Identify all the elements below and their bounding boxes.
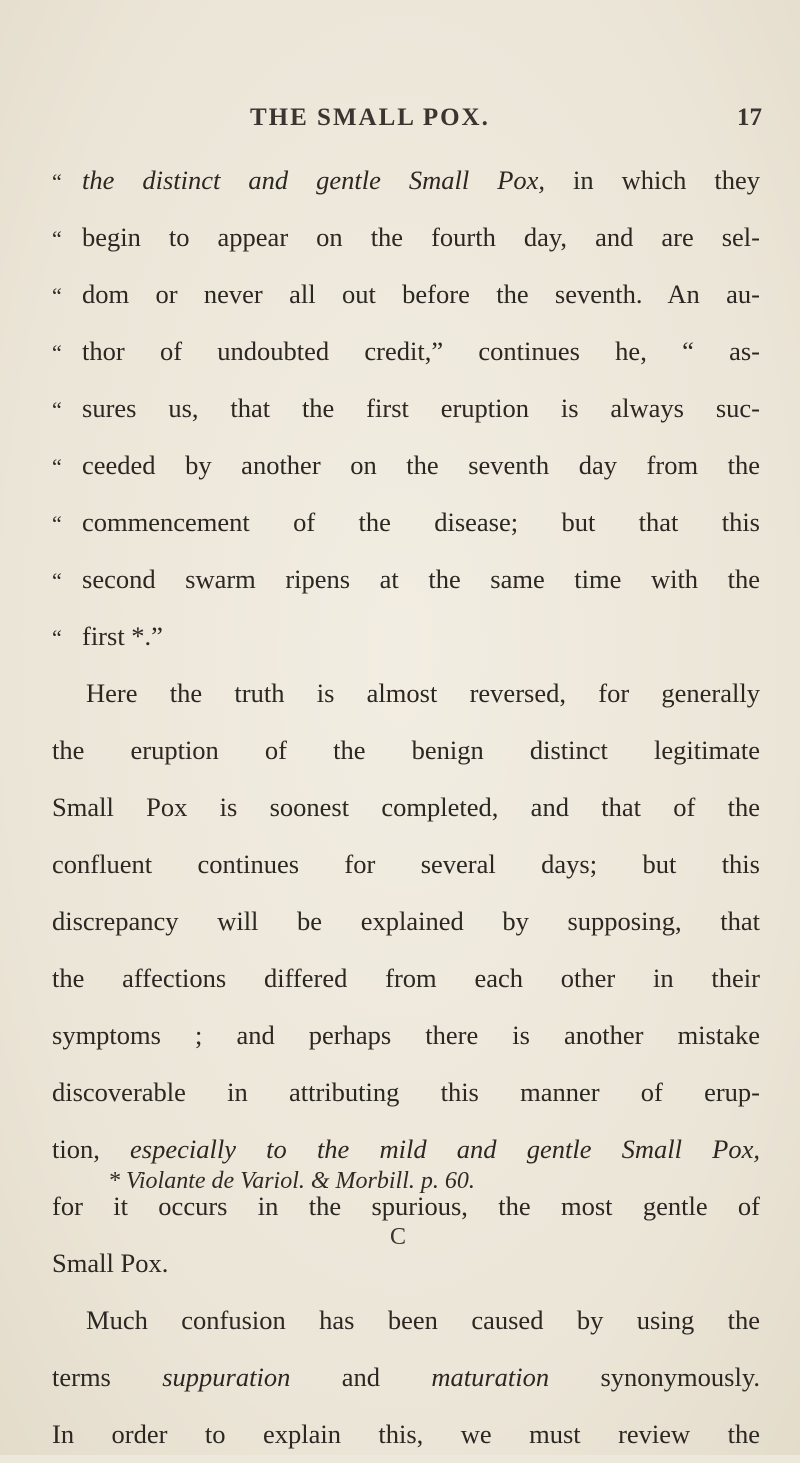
text-line [52, 323, 760, 380]
line-text: dom or never all out before the seventh. An au- [82, 279, 760, 309]
text-line [52, 779, 760, 836]
line-text: and [290, 1362, 432, 1392]
line-text: sures us, that the first eruption is always suc- [82, 393, 760, 423]
line-text: Here the truth is almost reversed, for generally [86, 678, 760, 708]
quote-mark: “ [52, 283, 62, 308]
quote-mark: “ [52, 226, 62, 251]
quote-mark: “ [52, 625, 62, 650]
line-text: the affections differed from each other in their [52, 963, 760, 993]
text-line [52, 551, 760, 608]
page-number: 17 [737, 104, 762, 131]
text-line [52, 437, 760, 494]
line-text: terms [52, 1362, 163, 1392]
text-line [52, 1007, 760, 1064]
line-text: confluent continues for several days; but this [52, 849, 760, 879]
quote-mark: “ [52, 511, 62, 536]
quote-mark: “ [52, 568, 62, 593]
signature-mark: C [390, 1224, 407, 1250]
text-line [52, 152, 760, 209]
line-text: Much confusion has been caused by using the [86, 1305, 760, 1335]
footnote: * Violante de Variol. & Morbill. p. 60. [108, 1168, 475, 1194]
line-text: the eruption of the benign distinct legitimate [52, 735, 760, 765]
italic-text: the distinct and gentle Small Pox, [82, 165, 546, 195]
text-line [52, 722, 760, 779]
page-header [0, 104, 800, 140]
line-text: second swarm ripens at the same time with the [82, 564, 760, 594]
line-text: Small Pox. [52, 1248, 169, 1278]
text-line [52, 1064, 760, 1121]
quote-mark: “ [52, 340, 62, 365]
line-text: discoverable in attributing this manner of erup- [52, 1077, 760, 1107]
text-line [52, 1292, 760, 1349]
line-text: begin to appear on the fourth day, and are sel- [82, 222, 760, 252]
line-text: discrepancy will be explained by supposing, that [52, 906, 760, 936]
line-text: synonymously. [549, 1362, 760, 1392]
line-text: thor of undoubted credit,” continues he, “ as- [82, 336, 760, 366]
text-line [52, 380, 760, 437]
line-text: for it occurs in the spurious, the most gentle of [52, 1191, 760, 1221]
quote-mark: “ [52, 454, 62, 479]
text-line [52, 893, 760, 950]
text-line [52, 1349, 760, 1406]
text-line [52, 950, 760, 1007]
line-text: in which they [545, 165, 760, 195]
body-text [52, 152, 760, 1463]
line-text: ceeded by another on the seventh day from the [82, 450, 760, 480]
running-title: THE SMALL POX. [250, 104, 490, 131]
line-text: Small Pox is soonest completed, and that of the [52, 792, 760, 822]
text-line [52, 608, 760, 665]
italic-text: suppuration [162, 1362, 291, 1392]
text-line [52, 665, 760, 722]
line-text: symptoms ; and perhaps there is another mistake [52, 1020, 760, 1050]
quote-mark: “ [52, 169, 62, 194]
quote-mark: “ [52, 397, 62, 422]
text-line [52, 494, 760, 551]
line-text: commencement of the disease; but that this [82, 507, 760, 537]
line-text: In order to explain this, we must review the [52, 1419, 760, 1449]
italic-text: especially to the mild and gentle Small Pox, [130, 1134, 760, 1164]
text-line [52, 266, 760, 323]
text-line [52, 1406, 760, 1463]
text-line [52, 836, 760, 893]
line-text: tion, [52, 1134, 131, 1164]
text-line [52, 209, 760, 266]
italic-text: maturation [431, 1362, 550, 1392]
line-text: first *.” [82, 621, 163, 651]
